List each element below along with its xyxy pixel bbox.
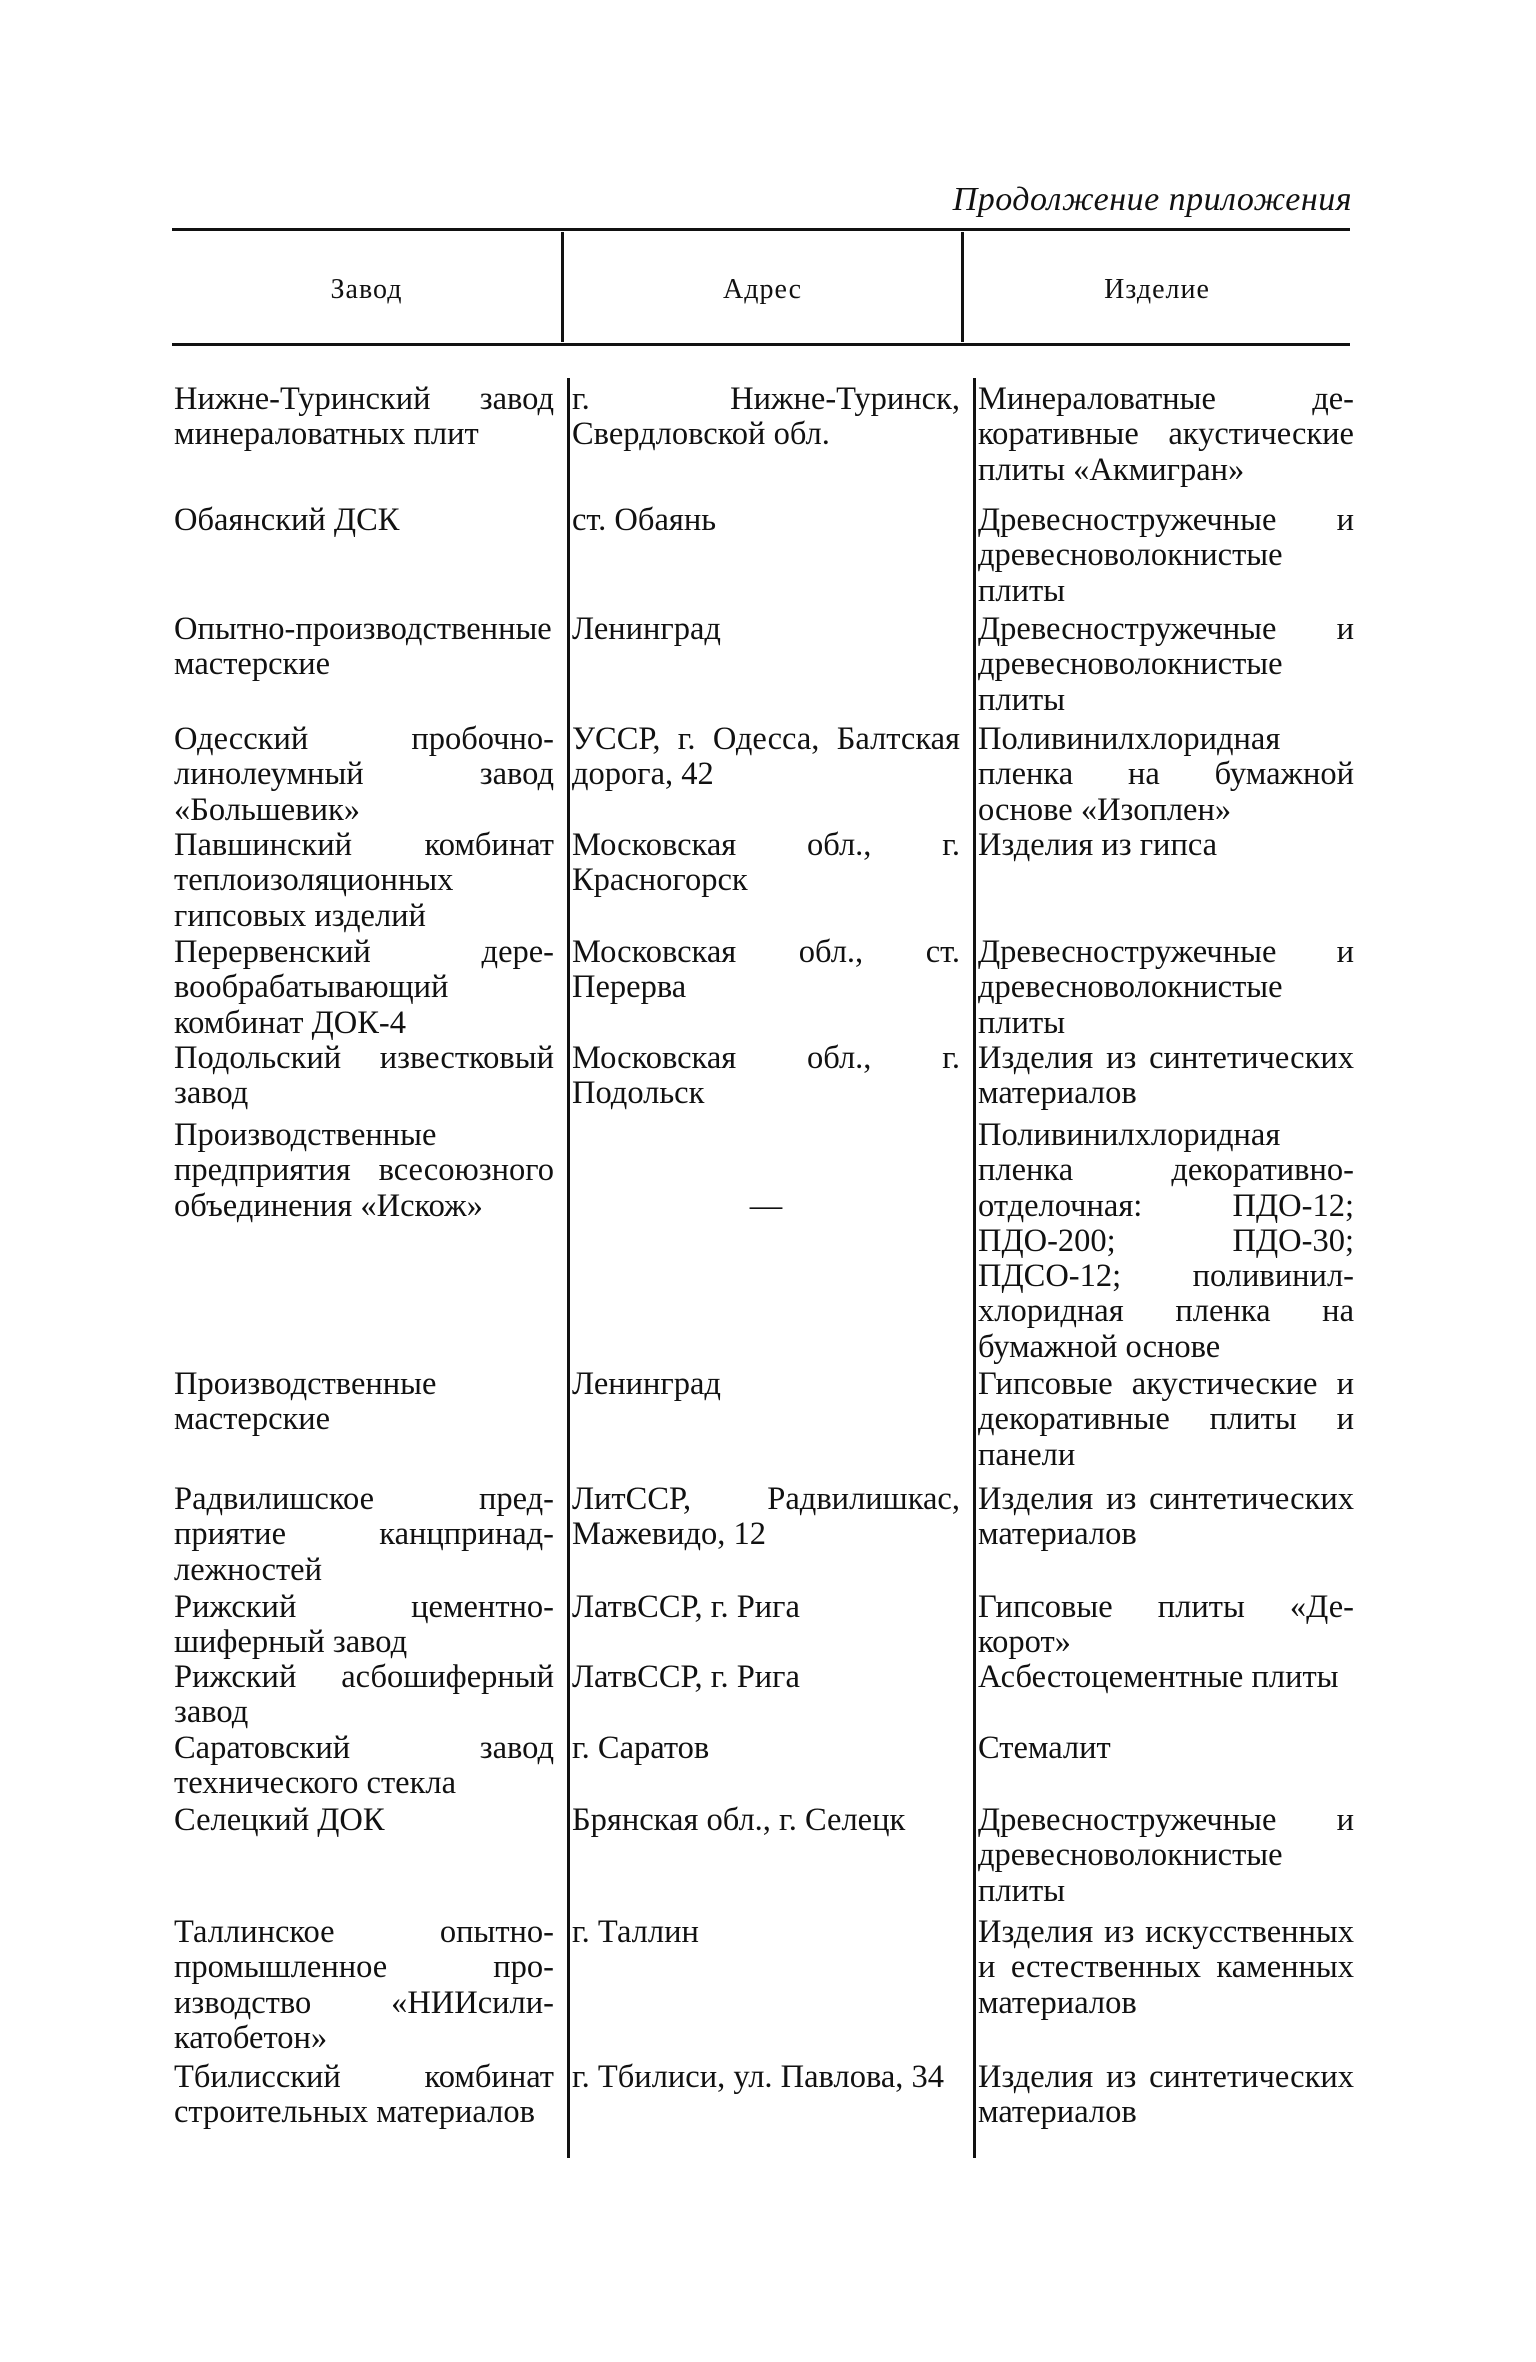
table-row [172, 1731, 1354, 1803]
table-row [172, 1660, 1354, 1731]
table-row [172, 722, 1354, 828]
plant-cell: Селецкий ДОК [174, 1802, 385, 1838]
table-row [172, 935, 1354, 1041]
address-cell: ЛатвССР, г. Рига [572, 1589, 800, 1625]
plant-cell: Рижский цементношиферный завод [174, 1589, 554, 1661]
plant-cell: Павшинский комбинат теплоизоляционных гипсовых изделий [174, 827, 554, 934]
column-header-product: Изделие [1104, 274, 1210, 305]
product-cell: Изделия из гипса [978, 827, 1218, 863]
address-cell: Московская обл., г. Подольск [572, 1040, 960, 1112]
header-bottom-rule [172, 343, 1350, 346]
plant-cell: Подольский известковый завод [174, 1040, 554, 1112]
address-cell: ЛатвССР, г. Рига [572, 1659, 800, 1695]
table-row [172, 828, 1354, 935]
address-cell: Ленинград [572, 1366, 721, 1402]
product-cell: Гипсовые акустические и декоративные плиты и панели [978, 1366, 1354, 1473]
plant-cell: Таллинское опытнопромышленное производство «НИИсиликатобетон» [174, 1914, 554, 2056]
plant-cell: Производственные предприятия всесоюзного объединения «Искож» [174, 1117, 554, 1224]
table-row [172, 2060, 1354, 2170]
address-cell: г. Саратов [572, 1730, 710, 1766]
product-cell: Изделия из синтетических материалов [978, 1040, 1354, 1112]
product-cell: Древесностружечные и древесноволокнистые плиты [978, 611, 1354, 718]
product-cell: Асбестоцементные плиты [978, 1659, 1339, 1695]
table-row [172, 1590, 1354, 1660]
plant-cell: Производственные мастерские [174, 1366, 437, 1438]
address-cell: Ленинград [572, 611, 721, 647]
column-header-plant: Завод [330, 274, 403, 305]
table-continuation-caption: Продолжение приложения [952, 181, 1352, 218]
plant-cell: Перервенский деревообрабатывающий комбинат ДОК-4 [174, 934, 554, 1041]
product-cell: Изделия из синтетических материалов [978, 2059, 1354, 2131]
table-top-rule [172, 228, 1350, 231]
plant-cell: Одесский пробочнолинолеумный завод «Большевик» [174, 721, 554, 828]
product-cell: Гипсовые плиты «Декорот» [978, 1589, 1354, 1661]
plant-cell: Саратовский завод технического стекла [174, 1730, 554, 1802]
product-cell: Изделия из синтетических материалов [978, 1481, 1354, 1553]
product-cell: Древесностружечные и древесноволокнистые плиты [978, 502, 1354, 609]
plant-cell: Обаянский ДСК [174, 502, 400, 538]
table-row [172, 612, 1354, 722]
table-row [172, 1118, 1354, 1367]
table-row [172, 503, 1354, 612]
address-cell: г. Нижне-Туринск, Свердловской обл. [572, 381, 960, 453]
product-cell: Стемалит [978, 1730, 1111, 1766]
address-cell: г. Таллин [572, 1914, 699, 1950]
address-cell: — [749, 1188, 783, 1224]
plant-cell: Опытно-производственные мастерские [174, 611, 552, 683]
table-row [172, 1482, 1354, 1590]
table-row [172, 1803, 1354, 1915]
product-cell: Древесностружечные и древесноволокнистые плиты [978, 1802, 1354, 1909]
product-cell: Поливинилхлоридная пленка на бумажной основе «Изоплен» [978, 721, 1354, 828]
product-cell: Поливинилхлоридная пленка декоративноотделочная: ПДО-12; ПДО-200; ПДО-30; ПДСО-12; поливинилхлоридная пленка на бумажной основе [978, 1117, 1354, 1365]
address-cell: УССР, г. Одесса, Балтская дорога, 42 [572, 721, 960, 793]
table-row [172, 1367, 1354, 1482]
address-cell: Брянская обл., г. Селецк [572, 1802, 906, 1838]
product-cell: Изделия из искусственных и естественных каменных материалов [978, 1914, 1354, 2021]
plant-cell: Радвилишское предприятие канцпринадлежностей [174, 1481, 554, 1588]
plant-cell: Нижне-Туринский завод минераловатных плит [174, 381, 554, 453]
address-cell: ст. Обаянь [572, 502, 717, 538]
plant-cell: Рижский асбошиферный завод [174, 1659, 554, 1731]
table-body [172, 382, 1354, 2170]
table-row [172, 1915, 1354, 2060]
address-cell: Московская обл., ст. Перерва [572, 934, 960, 1006]
product-cell: Древесностружечные и древесноволокнистые плиты [978, 934, 1354, 1041]
product-cell: Минераловатные декоративные акустические плиты «Акмигран» [978, 381, 1354, 488]
address-cell: ЛитССР, Радвилишкас, Мажевидо, 12 [572, 1481, 960, 1553]
plant-cell: Тбилисский комбинат строительных материалов [174, 2059, 554, 2131]
address-cell: г. Тбилиси, ул. Павлова, 34 [572, 2059, 945, 2095]
address-cell: Московская обл., г. Красногорск [572, 827, 960, 899]
table-row [172, 1041, 1354, 1118]
column-header-address: Адрес [722, 274, 803, 305]
table-row [172, 382, 1354, 503]
